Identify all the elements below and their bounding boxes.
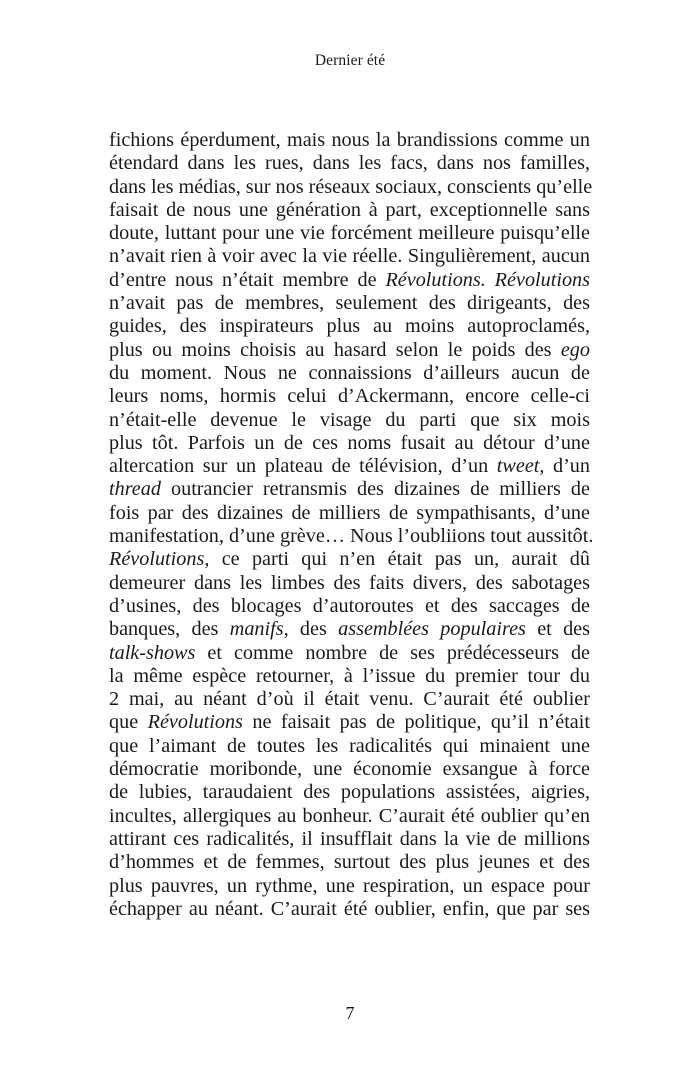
text-span: n’avait pas de membres, seulement des dirigeants, des — [109, 292, 590, 315]
text-line — [109, 688, 590, 711]
text-line — [109, 735, 590, 758]
text-line — [109, 828, 590, 851]
text-line — [109, 572, 590, 595]
text-line — [109, 385, 590, 408]
text-span: incultes, allergiques au bonheur. C’aurait été oublier qu’en — [109, 804, 590, 827]
text-span: démocratie moribonde, une économie exsangue à force — [109, 758, 590, 781]
text-line — [109, 175, 593, 199]
text-line — [109, 478, 590, 501]
text-line — [109, 152, 590, 175]
text-span: attirant ces radicalités, il insufflait dans la vie de millions — [109, 827, 590, 850]
italic-span: manifs — [229, 618, 284, 641]
text-span: ne faisait pas de politique, qu’il n’était — [242, 711, 590, 734]
text-line — [109, 245, 590, 268]
text-line — [109, 362, 590, 385]
text-line — [109, 548, 590, 571]
text-span: fois par des dizaines de milliers de sympathisants, d’une — [109, 501, 590, 524]
page-number: 7 — [345, 1003, 355, 1023]
running-head: Dernier été — [314, 52, 386, 69]
text-span: de lubies, taraudaient des populations assistées, aigries, — [109, 781, 590, 804]
italic-span: ego — [560, 338, 590, 361]
text-span: banques, des — [109, 618, 230, 641]
text-line — [109, 875, 590, 898]
text-span: d’hommes et de femmes, surtout des plus jeunes et des — [109, 851, 590, 874]
text-line — [109, 269, 590, 292]
text-line — [109, 805, 590, 828]
italic-span: talk-shows — [109, 641, 196, 664]
text-line — [109, 199, 590, 222]
italic-span: Révolutions. Révolutions — [385, 268, 590, 291]
text-span: , ce parti qui n’en était pas un, aurait dû — [204, 548, 590, 571]
text-span: n’avait rien à voir avec la vie réelle. Singulièrement, aucun — [109, 245, 590, 268]
text-span: , d’un — [539, 455, 590, 478]
text-line — [109, 595, 590, 618]
text-span: dans les médias, sur nos réseaux sociaux, conscients qu’elle — [109, 175, 593, 198]
text-span: , des — [283, 618, 339, 641]
text-line — [109, 339, 590, 362]
text-line — [109, 409, 590, 432]
text-line — [109, 851, 590, 874]
italic-span: Révolutions — [109, 548, 205, 571]
text-span: fichions éperdument, mais nous la brandissions comme un — [109, 129, 590, 151]
text-line — [109, 758, 590, 781]
text-span: d’usines, des blocages d’autoroutes et des saccages de — [109, 594, 590, 617]
text-line — [109, 665, 590, 688]
italic-span: tweet — [496, 455, 540, 478]
text-span: outrancier retransmis des dizaines de milliers de — [160, 478, 590, 501]
text-span: étendard dans les rues, dans les facs, dans nos familles, — [109, 152, 590, 175]
text-line — [109, 618, 590, 641]
text-line — [109, 455, 590, 478]
italic-span: assemblées populaires — [338, 618, 526, 641]
text-line — [109, 711, 590, 734]
text-line — [109, 502, 590, 525]
text-span: 2 mai, au néant d’où il était venu. C’aurait été oublier — [109, 688, 590, 711]
text-line — [109, 898, 590, 921]
text-line — [109, 525, 594, 548]
text-line — [109, 222, 590, 245]
italic-span: Révolutions — [147, 711, 243, 734]
text-line — [109, 432, 590, 455]
text-span: que l’aimant de toutes les radicalités qui minaient une — [109, 734, 590, 757]
text-line — [109, 315, 590, 338]
text-span: du moment. Nous ne connaissions d’ailleurs aucun de — [109, 361, 590, 384]
text-line — [109, 781, 590, 804]
text-span: guides, des inspirateurs plus au moins autoproclamés, — [109, 315, 590, 338]
text-span: et des — [525, 618, 591, 641]
text-span: demeurer dans les limbes des faits divers, des sabotages — [109, 571, 590, 594]
text-span: leurs noms, hormis celui d’Ackermann, encore celle-ci — [109, 385, 590, 408]
text-span: plus pauvres, un rythme, une respiration, un espace pour — [109, 874, 590, 897]
text-span: échapper au néant. C’aurait été oublier, enfin, que par ses — [109, 897, 590, 920]
text-span: faisait de nous une génération à part, exceptionnelle sans — [109, 198, 590, 221]
text-span: plus tôt. Parfois un de ces noms fusait au détour d’une — [109, 431, 590, 454]
text-span: que — [109, 711, 148, 734]
text-span: manifestation, d’une grève… Nous l’oubliions tout aussitôt. — [109, 525, 594, 548]
body-text — [109, 129, 594, 921]
text-span: d’entre nous n’était membre de — [109, 268, 386, 291]
italic-span: thread — [109, 478, 161, 501]
text-line — [109, 129, 590, 152]
text-span: altercation sur un plateau de télévision, d’un — [109, 455, 497, 478]
text-span: doute, luttant pour une vie forcément meilleure puisqu’elle — [109, 222, 590, 245]
text-line — [109, 642, 590, 665]
text-line — [109, 292, 590, 315]
text-span: et comme nombre de ses prédécesseurs de — [195, 641, 590, 664]
text-span: plus ou moins choisis au hasard selon le poids des — [109, 338, 561, 361]
text-span: la même espèce retourner, à l’issue du premier tour du — [109, 664, 590, 687]
text-span: n’était-elle devenue le visage du parti que six mois — [109, 408, 590, 431]
